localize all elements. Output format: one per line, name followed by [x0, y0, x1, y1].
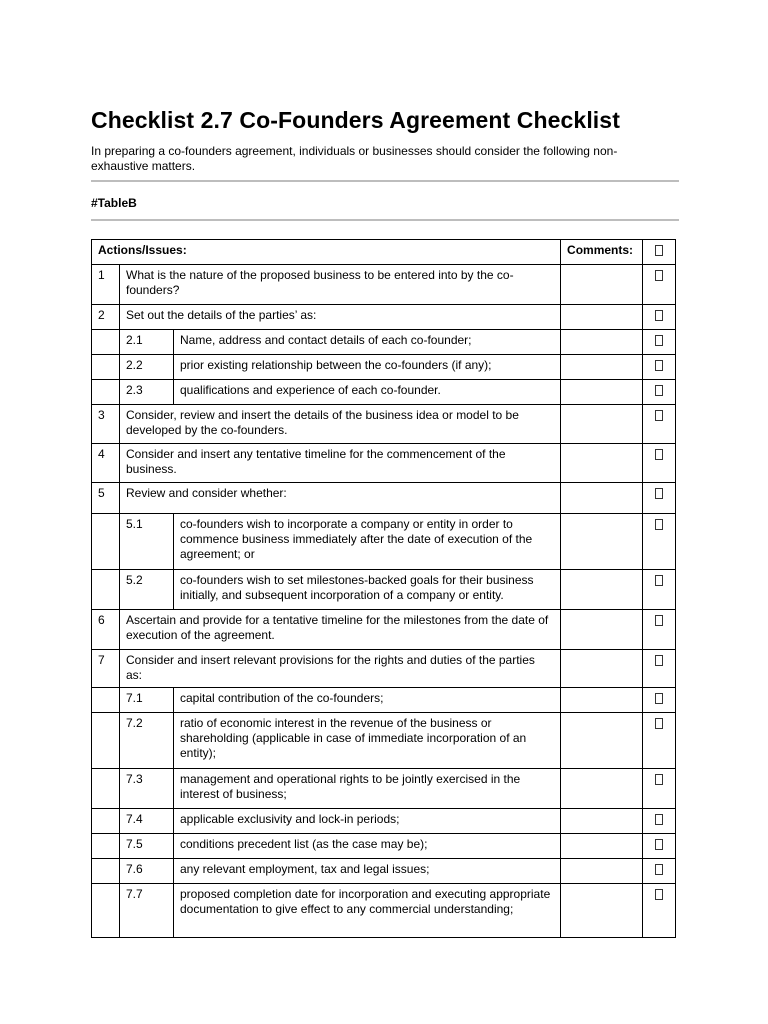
header-actions: Actions/Issues:	[92, 240, 561, 265]
row-number: 7.1	[120, 688, 174, 713]
comment-cell[interactable]	[561, 688, 643, 713]
row-text: Consider, review and insert the details of the business idea or model to be developed by the co-founders.	[120, 405, 561, 444]
checkbox-icon[interactable]	[655, 839, 663, 850]
table-row	[92, 834, 676, 859]
checkbox-icon[interactable]	[655, 575, 663, 586]
comment-cell[interactable]	[561, 713, 643, 769]
table-row	[92, 265, 676, 305]
comment-cell[interactable]	[561, 769, 643, 809]
comment-cell[interactable]	[561, 884, 643, 938]
row-text: proposed completion date for incorporation and executing appropriate documentation to give effect to any commercial understanding;	[174, 884, 561, 938]
checkbox-icon[interactable]	[655, 889, 663, 900]
checkbox-icon[interactable]	[655, 864, 663, 875]
comment-cell[interactable]	[561, 859, 643, 884]
checkbox-icon[interactable]	[655, 519, 663, 530]
checkbox-icon[interactable]	[655, 270, 663, 281]
row-number: 2.1	[120, 330, 174, 355]
table-row	[92, 570, 676, 610]
row-text: applicable exclusivity and lock-in periods;	[174, 809, 561, 834]
checkbox-icon[interactable]	[655, 718, 663, 729]
checklist-table	[91, 239, 676, 938]
table-row	[92, 305, 676, 330]
comment-cell[interactable]	[561, 355, 643, 380]
row-number: 5.1	[120, 514, 174, 570]
row-text: prior existing relationship between the co-founders (if any);	[174, 355, 561, 380]
comment-cell[interactable]	[561, 834, 643, 859]
checkbox-icon[interactable]	[655, 693, 663, 704]
row-text: co-founders wish to incorporate a company or entity in order to commence business immediately after the date of execution of the agreement; or	[174, 514, 561, 570]
row-text: conditions precedent list (as the case may be);	[174, 834, 561, 859]
comment-cell[interactable]	[561, 265, 643, 305]
checkbox-icon[interactable]	[655, 774, 663, 785]
comment-cell[interactable]	[561, 380, 643, 405]
checkbox-icon[interactable]	[655, 615, 663, 626]
checkbox-icon[interactable]	[655, 814, 663, 825]
row-number: 2	[92, 305, 120, 330]
row-number: 7.2	[120, 713, 174, 769]
row-text: ratio of economic interest in the revenue of the business or shareholding (applicable in case of immediate incorporation of an entity);	[174, 713, 561, 769]
page-title: Checklist 2.7 Co-Founders Agreement Checklist	[91, 107, 620, 133]
table-row	[92, 713, 676, 769]
row-text: capital contribution of the co-founders;	[174, 688, 561, 713]
divider-bottom	[91, 219, 679, 221]
row-number: 7.3	[120, 769, 174, 809]
divider-top	[91, 180, 679, 182]
checkbox-icon[interactable]	[655, 488, 663, 499]
row-number: 5	[92, 483, 120, 514]
row-text: What is the nature of the proposed business to be entered into by the co-founders?	[120, 265, 561, 305]
row-text: co-founders wish to set milestones-backed goals for their business initially, and subsequent incorporation of a company or entity.	[174, 570, 561, 610]
checkbox-icon[interactable]	[655, 310, 663, 321]
table-row	[92, 380, 676, 405]
row-number: 1	[92, 265, 120, 305]
intro-text: In preparing a co-founders agreement, individuals or businesses should consider the following non-exhaustive matters.	[91, 144, 618, 173]
checkbox-icon[interactable]	[655, 245, 663, 256]
table-row	[92, 610, 676, 650]
row-text: management and operational rights to be jointly exercised in the interest of business;	[174, 769, 561, 809]
checkbox-icon[interactable]	[655, 385, 663, 396]
row-number: 7.7	[120, 884, 174, 938]
comment-cell[interactable]	[561, 650, 643, 688]
row-text: any relevant employment, tax and legal issues;	[174, 859, 561, 884]
row-number: 7.5	[120, 834, 174, 859]
comment-cell[interactable]	[561, 514, 643, 570]
row-number: 3	[92, 405, 120, 444]
row-text: Consider and insert relevant provisions for the rights and duties of the parties as:	[120, 650, 561, 688]
row-number: 5.2	[120, 570, 174, 610]
table-row	[92, 769, 676, 809]
row-text: qualifications and experience of each co-founder.	[174, 380, 561, 405]
table-row	[92, 859, 676, 884]
row-text: Set out the details of the parties’ as:	[120, 305, 561, 330]
checkbox-icon[interactable]	[655, 449, 663, 460]
row-number: 7	[92, 650, 120, 688]
checkbox-icon[interactable]	[655, 655, 663, 666]
table-row	[92, 330, 676, 355]
row-text: Name, address and contact details of each co-founder;	[174, 330, 561, 355]
row-number: 6	[92, 610, 120, 650]
comment-cell[interactable]	[561, 483, 643, 514]
comment-cell[interactable]	[561, 610, 643, 650]
table-row	[92, 355, 676, 380]
table-tag: #TableB	[91, 196, 137, 210]
row-number: 7.6	[120, 859, 174, 884]
comment-cell[interactable]	[561, 305, 643, 330]
comment-cell[interactable]	[561, 809, 643, 834]
table-row	[92, 884, 676, 938]
comment-cell[interactable]	[561, 570, 643, 610]
row-text: Consider and insert any tentative timeline for the commencement of the business.	[120, 444, 561, 483]
row-number: 2.2	[120, 355, 174, 380]
table-header	[92, 240, 676, 265]
header-comments: Comments:	[561, 240, 643, 265]
row-number: 7.4	[120, 809, 174, 834]
comment-cell[interactable]	[561, 444, 643, 483]
table-row	[92, 405, 676, 444]
table-row	[92, 483, 676, 514]
row-text: Review and consider whether:	[120, 483, 561, 514]
checkbox-icon[interactable]	[655, 360, 663, 371]
table-row	[92, 514, 676, 570]
comment-cell[interactable]	[561, 405, 643, 444]
row-text: Ascertain and provide for a tentative timeline for the milestones from the date of execution of the agreement.	[120, 610, 561, 650]
row-number: 2.3	[120, 380, 174, 405]
table-row	[92, 688, 676, 713]
table-row	[92, 650, 676, 688]
checkbox-icon[interactable]	[655, 410, 663, 421]
table-row	[92, 809, 676, 834]
table-row	[92, 444, 676, 483]
checkbox-icon[interactable]	[655, 335, 663, 346]
row-number: 4	[92, 444, 120, 483]
comment-cell[interactable]	[561, 330, 643, 355]
